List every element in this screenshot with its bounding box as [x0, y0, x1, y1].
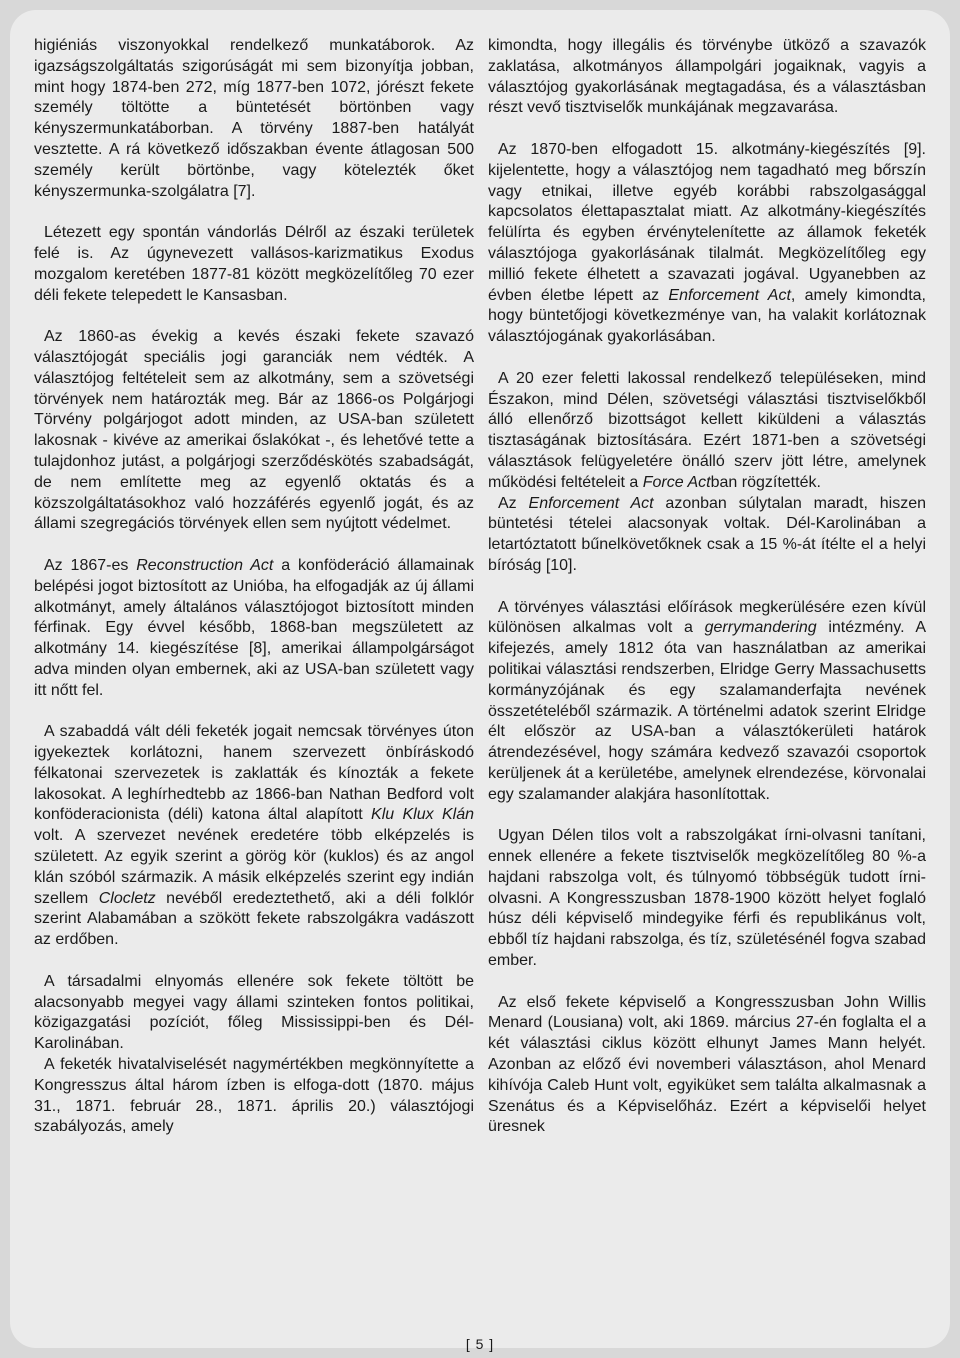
right-column: [488, 36, 926, 1159]
text-run: A 20 ezer feletti lakossal rendelkező településeken, mind Északon, mind Délen, szövetségi választási tisztviselőkből álló ellenőrző bizottságot kellett kiküldeni a választás tisztaságának biztosítására. Ezért 1871-ben a szövetségi választások felügyeletére önálló szerv jött létre, amelynek működési feltételeit a: [488, 369, 926, 491]
paragraph: [488, 598, 926, 806]
italic-term: Reconstruction Act: [136, 556, 274, 574]
paragraph: [488, 494, 926, 577]
paragraph: [488, 140, 926, 348]
paragraph: [488, 369, 926, 494]
text-run: a konföderáció államainak belépési jogot biztosított az Unióba, ha elfogadják az új állami alkotmányt, amely általános választójogot biztosított minden férfinak. Egy évvel később, 1868-ban megszületett az alkotmány 14. kiegészítése [8], amerikai állampolgárságot adva minden olyan embernek, aki az USA-ban született vagy itt nőtt fel.: [34, 556, 474, 699]
paragraph: higiéniás viszonyokkal rendelkező munkatáborok. Az igazságszolgáltatás szigorúságát mi sem bizonyítja jobban, mint hogy 1874-ben 272, míg 1877-ben 1072, jórészt fekete személy töltötte a büntetését börtönben vagy kényszermunkatáborban. A törvény 1887-ben hatályát vesztette. A rá következő időszakban évente átlagosan 500 személy került börtönbe, vagy kötelezték őket kényszermunka-szolgálatra [7].: [34, 37, 474, 200]
text-run: azonban súlytalan maradt, hiszen büntetési tételei alacsonyak voltak. Dél-Karolinában a letartóztatott bűnelkövetőknek csak a 15 %-át ítélte el a helyi bíróság [10].: [488, 494, 926, 574]
paragraph: Létezett egy spontán vándorlás Délről az északi területek felé is. Az úgynevezett vallásos-karizmatikus Exodus mozgalom keretében 1877-81 között megközelítőleg 70 ezer déli fekete telepedett le Kansasban.: [34, 224, 474, 304]
page: [10, 10, 950, 1352]
text-run: ban rögzítették.: [710, 473, 821, 491]
italic-term: Enforcement Act: [668, 286, 791, 304]
text-run: intézmény. A kifejezés, amely 1812 óta van használatban az amerikai politikai választási rendszerben, Elridge Gerry Massachusetts kormányzójának és egy szalamanderfajta nevének összetételéből származik. A történelmi adatok szerint Elridge élt először az USA-ban a választókerületi határok átrendezésével, hogy számára kedvező szavazói csoportok kerüljenek át a kerületébe, amelynek elrendezése, körvonalai egy szalamander alakjára hasonlítottak.: [488, 619, 927, 803]
paragraph: [34, 556, 474, 702]
text-run: volt. A szervezet nevének eredetére több elképzelés is született. Az egyik szerint a görög kör (kuklos) és az angol klán szóból származik. A másik elképzelés szerint egy indián szellem: [34, 827, 474, 907]
paragraph: A feketék hivatalviselését nagymértékben megkönnyítette a Kongresszus által három ízben is elfoga-dott (1870. május 31., 1871. február 28., 1871. április 20.) választójogi szabályozás, amely: [34, 1056, 474, 1136]
paragraph: kimondta, hogy illegális és törvénybe ütköző a szavazók zaklatása, alkotmányos állampolgári jogaiknak, vagyis a választójog gyakorlásának megtagadása, és a választásban részt vevő tisztviselők munkájának megzavarása.: [488, 37, 926, 117]
text-run: A törvényes választási előírások megkerülésére ezen kívül különösen alkalmas volt a: [488, 598, 926, 637]
text-run: nevéből eredeztethető, aki a déli folklór szerint Alabamában a szökött fekete rabszolgákra vadászott az erdőben.: [34, 889, 474, 949]
italic-term: Klu Klux Klán: [371, 806, 474, 824]
paragraph: [34, 722, 474, 951]
text-run: Az 1867-es: [44, 556, 137, 574]
text-run: , amely kimondta, hogy büntetőjogi következménye van, ha valakit korlátoznak választójogának gyakorlásában.: [488, 286, 926, 346]
text-run: A szabaddá vált déli feketék jogait nemcsak törvényes úton igyekeztek korlátozni, hanem szervezett önbíráskodó félkatonai szervezetek is zaklatták és kínozták a fekete lakosokat. A leghírhedtebb az 1866-ban Nathan Bedford volt konföderacionista (déli) katona által alapított: [34, 723, 474, 824]
italic-term: gerrymandering: [704, 619, 817, 637]
left-column: [34, 36, 474, 1159]
paragraph: Az 1860-as évekig a kevés északi fekete szavazó választójogát speciális jogi garanciák nem védték. A választójog feltételeit sem az alkotmány, sem a szövetségi törvények nem határozták meg. Bár az 1866-os Polgárjogi Törvény polgárjogot adott minden, az USA-ban született lakosnak - kivéve az amerikai őslakókat -, és lehetővé tette a tulajdonhoz jutást, a polgárjogi szerződéskötés szabadságát, de nem említette meg az egyenlő oktatás és a közszolgáltatásokhoz való hozzáférés egyenlő jogát, és az állami szegregációs törvények ellen sem nyújtott védelmet.: [34, 328, 474, 533]
page-number: [ 5 ]: [465, 1336, 495, 1352]
italic-term: Force Act: [642, 473, 711, 491]
italic-term: Clocletz: [98, 889, 156, 907]
italic-term: Enforcement Act: [528, 494, 654, 512]
paragraph: Az első fekete képviselő a Kongresszusban John Willis Menard (Lousiana) volt, aki 1869. március 27-én foglalta el a két választási ciklus között elhunyt James Mann helyét. Azonban az előző évi novemberi választáson, ahol Menard kihívója Caleb Hunt volt, egyiküket sem találta alkalmasnak a Szenátus és a Képviselőház. Ezért a képviselői helyet üresnek: [488, 993, 926, 1136]
paragraph: A társadalmi elnyomás ellenére sok fekete töltött be alacsonyabb megyei vagy állami szinteken fontos politikai, közigazgatási pozíciót, főleg Mississippi-ben és Dél-Karolinában.: [34, 972, 474, 1053]
text-run: Az 1870-ben elfogadott 15. alkotmány-kiegészítés [9]. kijelentette, hogy a választójog nem tagadható meg bőrszín vagy etnikai, illetve egyéb korábbi rabszolgasággal kapcsolatos élettapasztalat miatt. Az alkotmány-kiegészítés felülírta és egyben érvénytelenítette az államok feketék választójoga gyakorlásának tilalmát. Megközelítőleg egy millió fekete élhetett a szavazati jogával. Ugyanebben az évben életbe lépett az: [488, 140, 926, 304]
paragraph: Ugyan Délen tilos volt a rabszolgákat írni-olvasni tanítani, ennek ellenére a fekete tisztviselők megközelítőleg 80 %-a hajdani rabszolga volt, és túlnyomó többségük tudott írni-olvasni. A Kongresszusban 1878-1900 között helyet foglaló húsz déli képviselő mindegyike férfi és republikánus volt, ebből tíz hajdani rabszolga, és tíz, születésénél fogva szabad ember.: [488, 827, 926, 970]
text-run: Az: [498, 494, 529, 512]
